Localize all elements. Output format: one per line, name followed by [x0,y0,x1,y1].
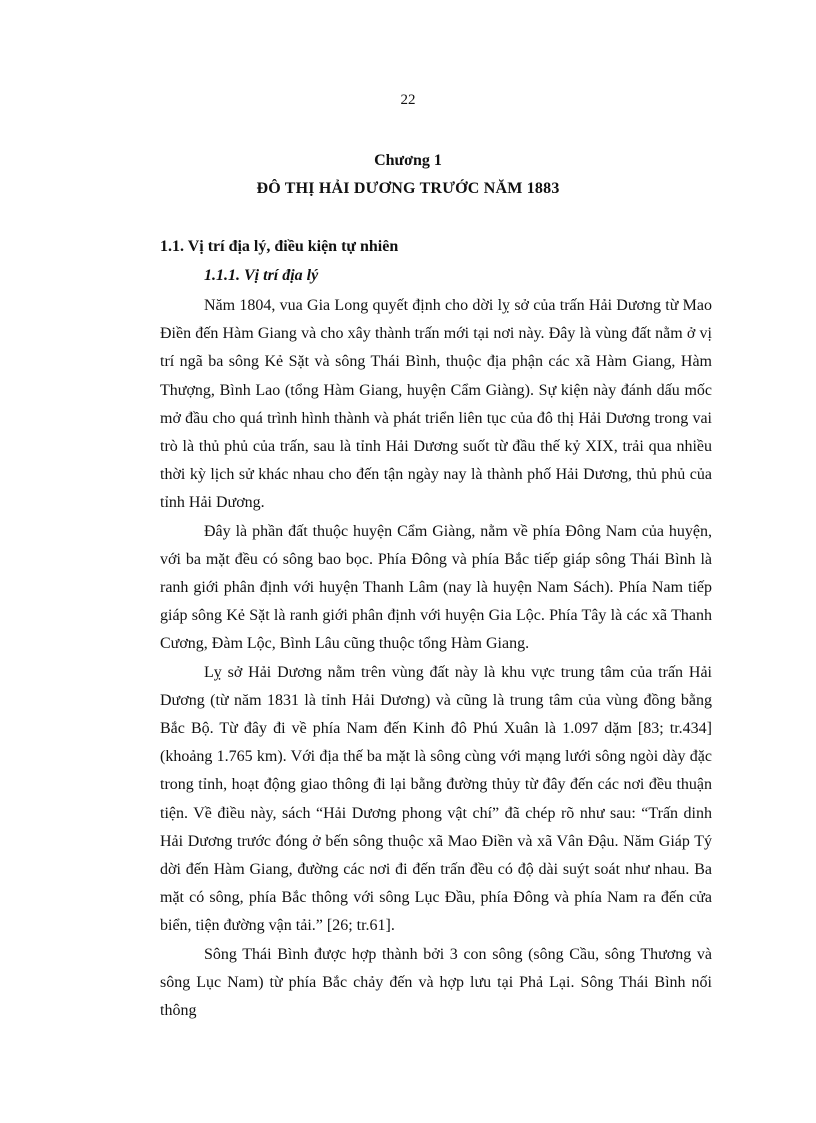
chapter-title: ĐÔ THỊ HẢI DƯƠNG TRƯỚC NĂM 1883 [256,180,560,197]
chapter-label: Chương 1 [374,152,442,169]
page-number: 22 [400,92,416,108]
section-heading: 1.1. Vị trí địa lý, điều kiện tự nhiên [160,238,399,255]
paragraph: Năm 1804, vua Gia Long quyết định cho dời lỵ sở của trấn Hải Dương từ Mao Điền đến Hàm Giang và cho xây thành trấn mới tại nơi này. Đây là vùng đất nằm ở vị trí ngã ba sông Kẻ Sặt và sông Thái Bình, thuộc địa phận các xã Hàm Giang, Hàm Thượng, Bình Lao (tổng Hàm Giang, huyện Cẩm Giàng). Sự kiện này đánh dấu mốc mở đầu cho quá trình hình thành và phát triển liên tục của đô thị Hải Dương trong vai trò là thủ phủ của trấn, sau là tỉnh Hải Dương suốt từ đầu thế kỷ XIX, trải qua nhiều thời kỳ lịch sử khác nhau cho đến tận ngày nay là thành phố Hải Dương, thủ phủ của tỉnh Hải Dương. [160,297,712,512]
body-text [160,234,712,1025]
paragraph: Đây là phần đất thuộc huyện Cẩm Giàng, nằm về phía Đông Nam của huyện, với ba mặt đều có sông bao bọc. Phía Đông và phía Bắc tiếp giáp sông Thái Bình là ranh giới phân định với huyện Thanh Lâm (nay là huyện Nam Sách). Phía Nam tiếp giáp sông Kẻ Sặt là ranh giới phân định với huyện Gia Lộc. Phía Tây là các xã Thanh Cương, Đàm Lộc, Bình Lâu cũng thuộc tổng Hàm Giang. [160,522,712,653]
paragraph: Sông Thái Bình được hợp thành bởi 3 con sông (sông Cầu, sông Thương và sông Lục Nam) từ phía Bắc chảy đến và hợp lưu tại Phả Lại. Sông Thái Bình nối thông [160,945,712,1020]
subsection-heading: 1.1.1. Vị trí địa lý [204,267,319,284]
paragraph: Lỵ sở Hải Dương nằm trên vùng đất này là khu vực trung tâm của trấn Hải Dương (từ năm 1831 là tỉnh Hải Dương) và cũng là trung tâm của vùng đồng bằng Bắc Bộ. Từ đây đi về phía Nam đến Kinh đô Phú Xuân là 1.097 dặm [83; tr.434] (khoảng 1.765 km). Với địa thế ba mặt là sông cùng với mạng lưới sông ngòi dày đặc trong tỉnh, hoạt động giao thông đi lại bằng đường thủy từ đây đến các nơi đều thuận tiện. Về điều này, sách “Hải Dương phong vật chí” đã chép rõ như sau: “Trấn dinh Hải Dương trước đóng ở bến sông thuộc xã Mao Điền và xã Vân Đậu. Năm Giáp Tý dời đến Hàm Giang, đường các nơi đi đến trấn đều có độ dài suýt soát như nhau. Ba mặt có sông, phía Bắc thông với sông Lục Đầu, phía Đông và phía Nam ra đến cửa biển, tiện đường vận tải.” [26; tr.61]. [160,663,712,935]
